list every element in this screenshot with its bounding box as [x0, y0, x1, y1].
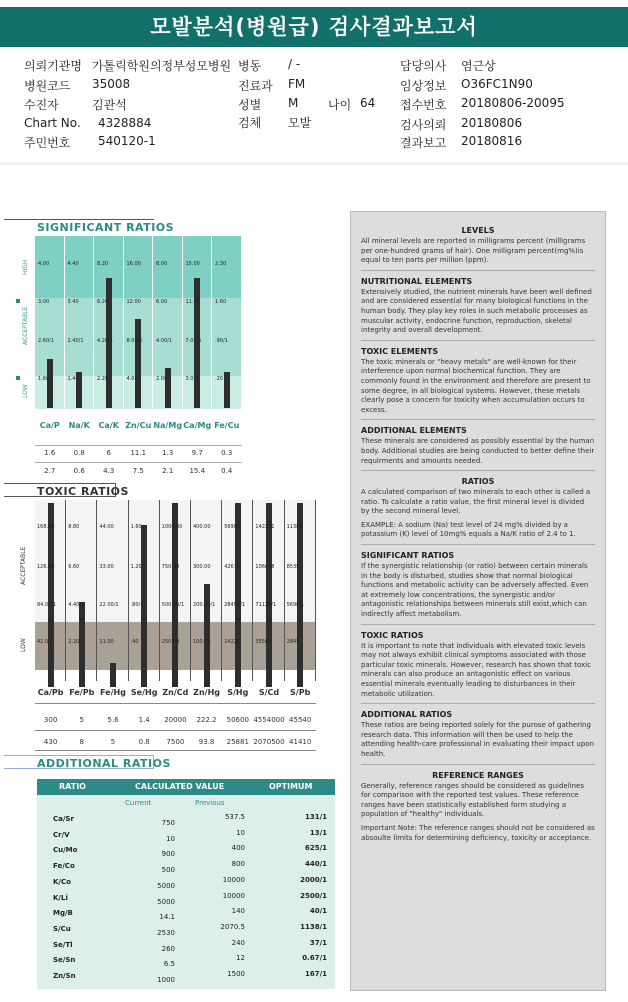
- sig-category-label: Zn/Cu: [125, 421, 152, 430]
- tox-axis-acceptable: ACCEPTABLE: [20, 546, 27, 585]
- tox-grid-label: 300.00: [193, 564, 211, 570]
- tox-grid-label: 100.00: [193, 639, 211, 645]
- additional-ratio-row: [37, 892, 335, 907]
- sig-value-previous: 7.5: [132, 467, 144, 475]
- additional-ratios-title: ADDITIONAL RATIOS: [37, 757, 171, 770]
- sig-category-label: Ca/Mg: [183, 421, 212, 430]
- sig-col-divider: [152, 236, 153, 409]
- ratio-name: K/Co: [53, 877, 71, 886]
- tox-grid-label: 400.00: [193, 524, 211, 530]
- additional-ratio-row: [37, 813, 335, 828]
- tox-bar-ca-pb: [48, 503, 54, 687]
- sig-value-current: 0.8: [73, 449, 85, 457]
- sig-axis-low: LOW: [22, 384, 29, 398]
- value-hospital-code: 35008: [92, 77, 131, 91]
- sig-col-divider: [123, 236, 124, 409]
- sig-grid-label: 4.00: [126, 376, 138, 382]
- reference-ranges-note: Important Note: The reference ranges should not be considered as absoulte limits for determining deficiency, toxicity or acceptance.: [361, 823, 595, 842]
- value-patient: 김관석: [92, 98, 127, 112]
- tox-bar-zn-cd: [172, 503, 178, 687]
- ratio-previous: 537.5: [224, 813, 245, 821]
- additional-ratio-row: [37, 860, 335, 875]
- tox-value-previous: 430: [43, 738, 58, 746]
- tox-grid-label: 168.00: [37, 524, 55, 530]
- sig-grid-label: 3.40: [67, 299, 79, 305]
- header-divider: [0, 162, 628, 165]
- ratio-name: Ca/Sr: [53, 815, 74, 823]
- label-specimen: 검체: [238, 116, 262, 130]
- tox-col-divider: [128, 500, 129, 681]
- ratio-optimum: 1138/1: [300, 922, 327, 931]
- tox-bar-s-cd: [266, 503, 272, 687]
- sig-row-rule: [35, 462, 242, 463]
- tox-grid-label: 33.00: [99, 564, 114, 570]
- sig-bar-zn-cu: [135, 319, 141, 408]
- toxic-elements-heading: TOXIC ELEMENTS: [361, 346, 439, 356]
- tox-category-label: Ca/Pb: [37, 688, 64, 697]
- tox-row-rule: [35, 750, 316, 751]
- sig-col-divider: [93, 236, 94, 409]
- sig-category-label: Na/K: [68, 421, 90, 430]
- ratio-optimum: 37/1: [309, 938, 327, 947]
- tox-col-divider: [252, 500, 253, 681]
- tox-grid-label: 2.20: [68, 639, 80, 645]
- ratio-current: 14.1: [159, 913, 175, 922]
- sig-grid-label: 7.00/1: [185, 338, 202, 344]
- sig-bar-na-mg: [165, 368, 171, 408]
- value-sex: M: [288, 96, 299, 110]
- sig-ratios-title: SIGNIFICANT RATIOS: [37, 221, 175, 234]
- ratio-name: S/Cu: [53, 924, 71, 933]
- tox-grid-label: 2845: [286, 639, 300, 645]
- value-report-date: 20180816: [461, 134, 523, 148]
- ratio-current: 5000: [157, 881, 175, 890]
- additional-ratio-row: [37, 844, 335, 859]
- tox-value-previous: 25881: [226, 738, 249, 746]
- reference-ranges-heading: REFERENCE RANGES: [432, 770, 524, 780]
- sig-axis-acceptable: ACCEPTABLE: [22, 306, 29, 345]
- sig-value-current: 11.1: [130, 449, 147, 457]
- value-department: FM: [288, 77, 306, 91]
- ratio-optimum: 440/1: [304, 860, 327, 869]
- tox-category-label: Zn/Cd: [162, 688, 189, 697]
- tox-category-label: S/Cd: [258, 688, 280, 697]
- additional-ratios-text: These ratios are being reported solely for the purose of gathering research data. This information will then be used to help the attending health-care professional in evaluating their impact upon health.: [361, 721, 594, 758]
- ratio-name: K/Li: [53, 893, 68, 902]
- ratio-previous: 240: [231, 938, 245, 947]
- ratio-previous: 1500: [227, 970, 245, 978]
- ratio-optimum: 625/1: [304, 844, 327, 853]
- ratio-optimum: 13/1: [309, 828, 327, 837]
- levels-heading: LEVELS: [461, 226, 495, 235]
- sig-grid-label: 2.30: [215, 261, 227, 267]
- tox-value-current: 5: [79, 716, 85, 724]
- tox-value-current: 1.4: [138, 716, 150, 724]
- tox-col-divider: [159, 500, 160, 681]
- tox-value-current: 222.2: [196, 716, 217, 724]
- sig-value-current: 0.3: [221, 449, 233, 457]
- label-age: 나이: [328, 98, 352, 112]
- value-request-date: 20180806: [461, 116, 523, 130]
- tox-grid-label: 8535: [286, 564, 300, 570]
- sig-category-label: Na/Mg: [153, 421, 183, 430]
- tox-category-label: Zn/Hg: [193, 688, 221, 697]
- nutritional-heading: NUTRITIONAL ELEMENTS: [361, 276, 473, 286]
- value-specimen: 모발: [288, 116, 312, 130]
- sig-axis-marker: [16, 376, 20, 380]
- sig-category-label: Ca/K: [98, 421, 119, 430]
- sig-grid-label: 15.00: [185, 261, 200, 267]
- value-age: 64: [360, 96, 376, 110]
- ratio-name: Cr/V: [53, 830, 70, 839]
- additional-ratio-row: [37, 954, 335, 969]
- tox-grid-label: 14225: [224, 639, 241, 645]
- tox-value-previous: 2070500: [253, 738, 285, 746]
- label-patient: 수진자: [24, 98, 59, 112]
- label-request-date: 검사의뢰: [400, 118, 447, 132]
- tox-grid-label: 71126/1: [255, 602, 277, 608]
- tox-grid-label: 35563: [255, 639, 272, 645]
- value-chart-no: 4328884: [98, 116, 152, 130]
- sig-category-label: Fe/Cu: [214, 421, 240, 430]
- nutritional-text: Extensively studied, the nutrient minerals have been well defined and are considered essential for many biological functions in the human body. They play key roles in such metabolic processes as muscular activity, endocrine function, reproduction, skeletal integrity and overall development.: [361, 287, 592, 335]
- sig-value-current: 9.7: [191, 449, 203, 457]
- tox-grid-label: 44.00: [99, 524, 114, 530]
- sig-grid-label: 8.00/1: [126, 338, 143, 344]
- sig-grid-label: 1.60: [38, 376, 50, 382]
- tox-value-previous: 93.8: [198, 738, 215, 746]
- tox-row-rule: [35, 730, 316, 731]
- tox-value-current: 20000: [164, 716, 187, 724]
- ratio-optimum: 40/1: [309, 907, 327, 916]
- sig-bar-ca-p: [47, 359, 53, 408]
- sig-value-previous: 2.7: [44, 467, 56, 475]
- sig-row-rule: [35, 445, 242, 446]
- label-id-number: 주민번호: [24, 136, 71, 150]
- value-doctor: 염근상: [461, 59, 496, 73]
- ratio-previous: 10000: [222, 875, 245, 884]
- tox-grid-label: 5690/1: [286, 602, 305, 608]
- ratios-example: EXAMPLE: A sodium (Na) test level of 24 mg% divided by a potassium (K) level of 10mg% equals a Na/K ratio of 2.4 to 1.: [361, 520, 576, 539]
- ratio-previous: 12: [236, 954, 245, 963]
- sig-grid-label: .90/1: [215, 338, 228, 344]
- levels-text: All mineral levels are reported in milligrams percent (milligrams per one-hundred grams of hair). One milligram percent(mg%)is equal to ten parts per million (ppm).: [361, 237, 586, 265]
- tox-value-current: 4554000: [253, 716, 285, 724]
- tox-col-divider: [221, 500, 222, 681]
- ratio-previous: 400: [231, 844, 245, 853]
- sig-value-previous: 15.4: [189, 467, 206, 475]
- sig-value-previous: 0.6: [73, 467, 85, 475]
- tox-value-previous: 41410: [289, 738, 312, 746]
- value-clinical-info: O36FC1N90: [461, 77, 533, 91]
- tox-grid-label: 106688: [255, 564, 275, 570]
- ratio-current: 5000: [157, 897, 175, 906]
- tox-value-current: 45540: [289, 716, 312, 724]
- tox-grid-label: 1.20: [130, 564, 142, 570]
- sig-grid-label: 1.60: [215, 299, 227, 305]
- ratio-optimum: 0.67/1: [302, 954, 327, 963]
- label-clinical-info: 임상정보: [400, 79, 447, 93]
- sig-grid-label: 8.00: [156, 261, 168, 267]
- ratio-current: 750: [161, 819, 175, 827]
- tox-grid-label: 500.00/1: [161, 602, 185, 608]
- sig-grid-label: 12.00: [126, 299, 141, 305]
- subcol-previous: Previous: [195, 799, 225, 807]
- ratio-name: Se/Sn: [53, 956, 76, 965]
- tox-col-divider: [65, 500, 66, 681]
- tox-grid-label: 56900: [224, 524, 241, 530]
- ratio-current: 6.5: [163, 960, 175, 969]
- additional-elements-heading: ADDITIONAL ELEMENTS: [361, 426, 467, 436]
- label-report-date: 결과보고: [400, 136, 447, 150]
- tox-grid-label: .80/1: [130, 602, 144, 608]
- ratio-current: 10: [166, 834, 175, 843]
- tox-category-label: Fe/Hg: [100, 688, 126, 697]
- ratio-optimum: 2000/1: [300, 875, 327, 884]
- subcol-current: Current: [125, 799, 152, 807]
- additional-ratios-heading: ADDITIONAL RATIOS: [361, 710, 453, 720]
- ratio-previous: 140: [231, 907, 245, 916]
- ratio-previous: 800: [231, 860, 245, 869]
- ratio-name: Fe/Co: [53, 862, 75, 871]
- tox-grid-label: 4.40/1: [68, 602, 85, 608]
- ratio-current: 900: [161, 850, 175, 859]
- sig-grid-label: 2.60/1: [38, 338, 54, 344]
- tox-grid-label: 250.00: [161, 639, 180, 645]
- sig-grid-label: 8.20: [97, 261, 109, 267]
- tox-bar-zn-hg: [204, 584, 210, 687]
- tox-row-rule: [35, 703, 316, 704]
- value-id-number: 540120-1: [98, 134, 156, 148]
- ratio-current: 2530: [157, 928, 175, 937]
- sig-axis-high: HIGH: [22, 259, 29, 275]
- label-receipt-no: 접수번호: [400, 98, 447, 112]
- ratio-name: Zn/Sn: [53, 972, 76, 980]
- label-ward: 병동: [238, 59, 262, 73]
- tox-grid-label: 22.00/1: [99, 602, 119, 608]
- ratio-optimum: 131/1: [304, 813, 327, 821]
- sig-col-divider: [64, 236, 65, 409]
- col-calculated-value: CALCULATED VALUE: [135, 782, 225, 791]
- sig-category-label: Ca/P: [39, 421, 60, 430]
- sig-col-divider: [182, 236, 183, 409]
- sig-col-divider: [241, 236, 242, 409]
- tox-value-current: 5.6: [107, 716, 119, 724]
- tox-col-divider: [284, 500, 285, 681]
- sig-grid-label: 16.00: [126, 261, 141, 267]
- ratio-optimum: 167/1: [304, 970, 327, 978]
- tox-col-divider: [96, 500, 97, 681]
- sig-value-current: 6: [106, 449, 111, 457]
- tox-grid-label: 200.00/1: [193, 602, 216, 608]
- tox-category-label: S/Hg: [227, 688, 249, 697]
- tox-value-previous: 5: [110, 738, 116, 746]
- ratio-name: Cu/Mo: [53, 846, 78, 855]
- ratio-current: 500: [161, 866, 175, 875]
- sig-value-previous: 2.1: [162, 467, 174, 475]
- tox-grid-label: 8.80: [68, 524, 80, 530]
- tox-grid-label: 1000.00: [161, 524, 183, 530]
- report-title: 모발분석(병원급) 검사결과보고서: [0, 7, 628, 47]
- tox-grid-label: 28450/1: [224, 602, 245, 608]
- ratio-current: 1000: [157, 976, 175, 984]
- tox-grid-label: 6.60: [68, 564, 80, 570]
- ratio-previous: 2070.5: [220, 922, 245, 931]
- tox-value-current: 300: [43, 716, 58, 724]
- additional-ratio-row: [37, 907, 335, 922]
- tox-category-label: Se/Hg: [130, 688, 158, 697]
- sig-value-current: 1.3: [162, 449, 174, 457]
- sig-axis-marker: [16, 299, 20, 303]
- label-department: 진료과: [238, 79, 273, 93]
- col-ratio: RATIO: [59, 782, 86, 791]
- toxic-ratios-title: TOXIC RATIOS: [37, 485, 129, 498]
- ratio-current: 260: [161, 944, 175, 953]
- tox-value-previous: 0.8: [138, 738, 150, 746]
- significant-ratios-heading: SIGNIFICANT RATIOS: [361, 551, 455, 561]
- sig-value-current: 1.6: [44, 449, 56, 457]
- additional-elements-text: These minerals are considered as possibly essential by the human body. Additional studies are being conducted to better define their requirments and amounts needed.: [361, 437, 595, 465]
- tox-bar-s-hg: [235, 503, 241, 687]
- tox-grid-label: 142251: [255, 524, 275, 530]
- tox-axis-low: LOW: [20, 638, 27, 652]
- label-doctor: 담당의사: [400, 59, 447, 73]
- value-ward: / -: [288, 57, 301, 71]
- tox-category-label: Fe/Pb: [69, 688, 95, 697]
- tox-bar-fe-hg: [110, 663, 116, 687]
- col-optimum: OPTIMUM: [269, 782, 313, 791]
- tox-category-label: S/Pb: [290, 688, 311, 697]
- sig-grid-label: 2.40/1: [67, 338, 84, 344]
- sig-grid-label: 3.00: [185, 376, 197, 382]
- tox-grid-label: 126.00: [37, 564, 55, 570]
- toxic-elements-text: The toxic minerals or "heavy metals" are well-known for their interference upon normal biochemical function. They are commonly found in the environment and therefore are present to some degree, in all biological systems. However, these metals clearly pose a concern for toxicity when accumulation occurs to excess.: [361, 357, 591, 414]
- additional-ratio-row: [37, 939, 335, 954]
- sig-col-divider: [211, 236, 212, 409]
- tox-col-divider: [190, 500, 191, 681]
- tox-grid-label: 42.00: [37, 639, 52, 645]
- ratio-name: Mg/B: [53, 909, 73, 918]
- sig-grid-label: 4.20/1: [97, 338, 113, 344]
- sig-grid-label: 6.20: [97, 299, 109, 305]
- tox-bar-s-pb: [297, 503, 303, 687]
- reference-ranges-text: Generally, reference ranges should be considered as guidelines for comparison with the reported test values. These reference ranges have been statistically established form studying a population of "healthy" individuals.: [361, 781, 585, 819]
- sig-grid-label: 2.00: [156, 376, 168, 382]
- sig-grid-label: 11.00: [185, 299, 200, 305]
- additional-ratio-row: [37, 923, 335, 938]
- tox-value-current: 50600: [226, 716, 249, 724]
- sig-grid-label: 2.20: [97, 376, 109, 382]
- sig-grid-label: 4.00/1: [156, 338, 172, 344]
- sig-bar-fe-cu: [224, 372, 230, 408]
- additional-ratios-header: [37, 779, 335, 795]
- label-hospital-code: 병원코드: [24, 79, 71, 93]
- value-receipt-no: 20180806-20095: [461, 96, 565, 110]
- tox-grid-label: 84.00/1: [37, 602, 57, 608]
- sig-grid-label: 1.40: [67, 376, 79, 382]
- sig-grid-label: 3.00: [38, 299, 50, 305]
- label-institution: 의뢰기관명: [24, 59, 82, 73]
- label-chart-no: Chart No.: [24, 116, 81, 130]
- additional-ratio-row: [37, 970, 335, 985]
- sig-grid-label: 6.00: [156, 299, 168, 305]
- sig-grid-label: 4.40: [67, 261, 79, 267]
- significant-ratios-text: If the synergistic relationship (or ratio) between certain minerals in the body is disturbed, studies show that normal biological functions and metabolic activity can be adversely affected. Even at extremely low concentrations, the synergistic and/or antagonistic relationships between minerals still exist,which can indirectly affect metabolism.: [361, 562, 589, 619]
- ratio-name: Se/Tl: [53, 940, 73, 949]
- tox-grid-label: 750.00: [161, 564, 180, 570]
- sig-grid-label: 4.00: [38, 261, 50, 267]
- additional-ratio-row: [37, 876, 335, 891]
- toxic-ratios-text: It is important to note that individuals with elevated toxic levels may not always exhibit clinical symptoms associated with those particular toxic minerals. However, research has shown that toxic minerals can also produce an antagonistic effect on various essential minerals eventually leading to disturbances in their metabolic utilization.: [361, 641, 592, 698]
- value-institution: 가톨릭학원의정부성모병원: [92, 59, 232, 73]
- tox-col-divider: [315, 500, 316, 681]
- ratios-text: A calculated comparison of two minerals to each other is called a ratio. To calculate a ratio value, the first mineral level is divided by the second mineral level.: [361, 488, 591, 516]
- tox-grid-label: .40: [130, 639, 139, 645]
- info-panel: [350, 211, 606, 991]
- subcolumn-row: [37, 797, 335, 812]
- toxic-ratios-heading: TOXIC RATIOS: [361, 630, 424, 640]
- tox-value-previous: 7500: [166, 738, 185, 746]
- label-sex: 성별: [238, 98, 262, 112]
- ratios-heading: RATIOS: [461, 477, 495, 487]
- sig-grid-label: .20: [215, 376, 223, 382]
- ratio-optimum: 2500/1: [300, 891, 327, 900]
- tox-grid-label: 1.60: [130, 524, 142, 530]
- ratio-previous: 10: [236, 828, 245, 837]
- ratio-previous: 10000: [222, 891, 245, 900]
- additional-ratio-row: [37, 829, 335, 844]
- tox-grid-label: 42675: [224, 564, 241, 570]
- tox-bar-fe-pb: [79, 602, 85, 687]
- sig-value-previous: 0.4: [221, 467, 233, 475]
- tox-grid-label: 11.00: [99, 639, 114, 645]
- tox-value-previous: 8: [79, 738, 85, 746]
- sig-value-previous: 4.3: [103, 467, 115, 475]
- tox-grid-label: 11380: [286, 524, 303, 530]
